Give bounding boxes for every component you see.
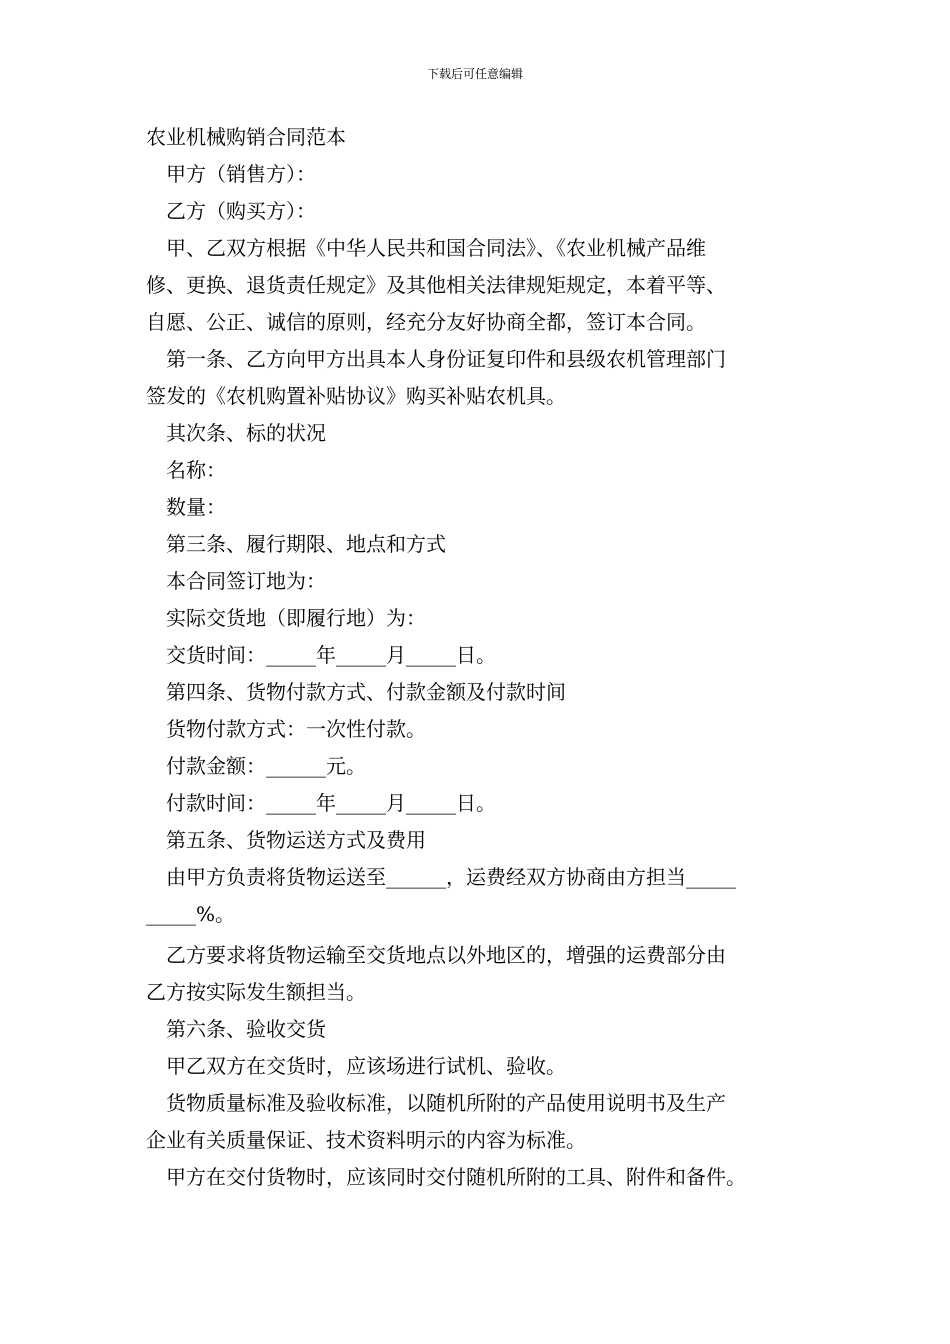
article-6-p2-line-1: 货物质量标准及验收标准，以随机所附的产品使用说明书及生产 xyxy=(166,1091,726,1115)
article-5-paragraph-2 xyxy=(146,937,810,1011)
intro-paragraph xyxy=(146,230,810,341)
article-2-quantity: 数量： xyxy=(166,495,226,519)
article-6-paragraph-2 xyxy=(146,1085,810,1159)
article-5-paragraph-1 xyxy=(146,859,810,933)
party-b-label: 乙方（购买方）： xyxy=(166,199,316,223)
intro-line-1: 甲、乙双方根据《中华人民共和国合同法》、《农业机械产品维 xyxy=(166,236,706,260)
article-4-method: 货物付款方式：一次性付款。 xyxy=(166,717,426,741)
article-5-p2-line-1: 乙方要求将货物运输至交货地点以外地区的，增强的运费部分由 xyxy=(166,943,726,967)
party-a-label: 甲方（销售方）： xyxy=(166,162,316,186)
article-2-title: 其次条、标的状况 xyxy=(166,421,326,445)
article-3-delivery-place: 实际交货地（即履行地）为： xyxy=(166,606,426,630)
article-4-time: 付款时间：_____年_____月_____日。 xyxy=(166,791,496,815)
article-5-line-1: 由甲方负责将货物运送至______，运费经双方协商由方担当_____ xyxy=(166,865,736,889)
document-body xyxy=(146,119,810,1196)
article-3-title: 第三条、履行期限、地点和方式 xyxy=(166,532,446,556)
article-4-amount: 付款金额：______元。 xyxy=(166,754,366,778)
article-3-delivery-time: 交货时间：_____年_____月_____日。 xyxy=(166,643,496,667)
article-3-sign-place: 本合同签订地为： xyxy=(166,569,326,593)
page-header-note: 下载后可任意编辑 xyxy=(426,67,523,81)
document-title: 农业机械购销合同范本 xyxy=(146,125,346,149)
article-1-line-2: 签发的《农机购置补贴协议》购买补贴农机具。 xyxy=(146,384,566,408)
article-6-p2-line-2: 企业有关质量保证、技术资料明示的内容为标准。 xyxy=(146,1128,586,1152)
article-5-title: 第五条、货物运送方式及费用 xyxy=(166,828,426,852)
article-2-name: 名称： xyxy=(166,458,226,482)
article-6-title: 第六条、验收交货 xyxy=(166,1017,326,1041)
article-1-line-1: 第一条、乙方向甲方出具本人身份证复印件和县级农机管理部门 xyxy=(166,347,726,371)
article-6-paragraph-1: 甲乙双方在交货时，应该场进行试机、验收。 xyxy=(166,1054,566,1078)
article-1 xyxy=(146,341,810,415)
intro-line-3: 自愿、公正、诚信的原则，经充分友好协商全都，签订本合同。 xyxy=(146,310,706,334)
article-4-title: 第四条、货物付款方式、付款金额及付款时间 xyxy=(166,680,566,704)
article-5-p2-line-2: 乙方按实际发生额担当。 xyxy=(146,980,366,1004)
article-5-line-2: _____%。 xyxy=(146,902,236,926)
intro-line-2: 修、更换、退货责任规定》及其他相关法律规矩规定，本着平等、 xyxy=(146,273,726,297)
article-6-paragraph-3: 甲方在交付货物时，应该同时交付随机所附的工具、附件和备件。 xyxy=(166,1165,746,1189)
